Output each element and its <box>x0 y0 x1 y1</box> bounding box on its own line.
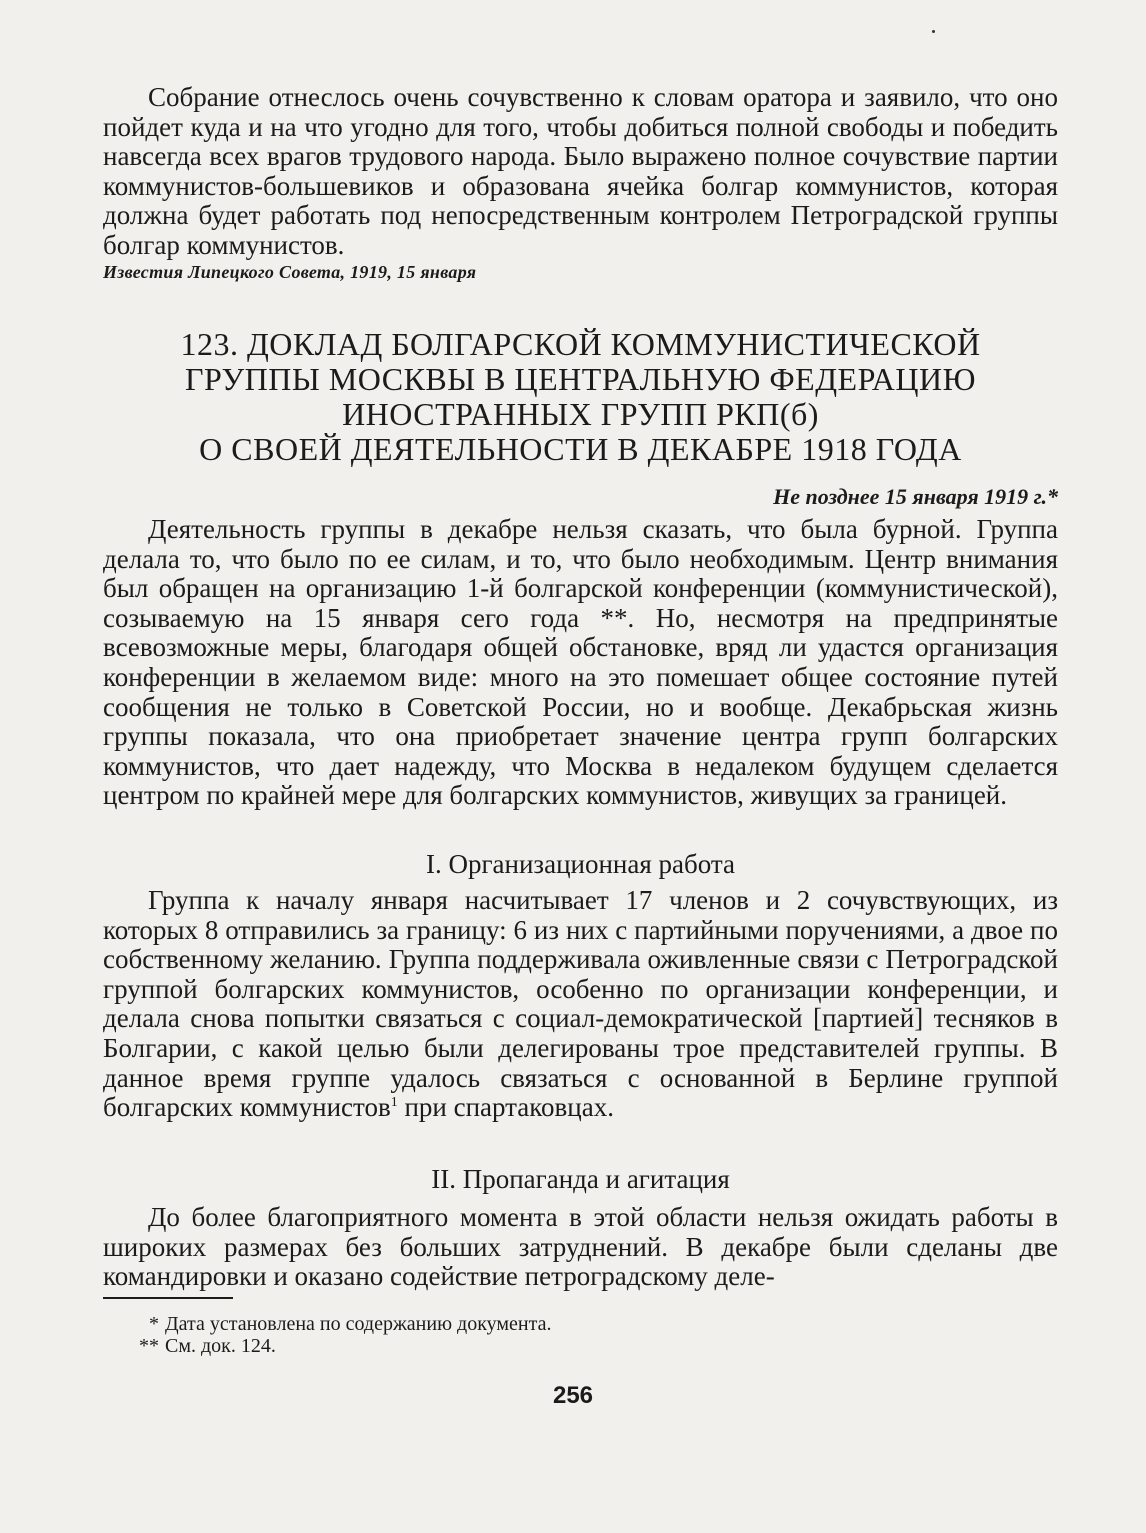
document-title-line: ИНОСТРАННЫХ ГРУПП РКП(б) <box>342 396 819 432</box>
organizational-paragraph <box>103 886 1058 1123</box>
document-title <box>103 327 1058 467</box>
intro-paragraph-block <box>103 83 1058 261</box>
propaganda-paragraph: До более благоприятного момента в этой области нельзя ожидать работы в широких размерах без больших затруднений. В декабре были сделаны две командировки и оказано содействие петроградскому деле- <box>103 1202 1058 1292</box>
section-heading-organizational: I. Организационная работа <box>425 849 736 879</box>
page-number: 256 <box>552 1382 594 1409</box>
organizational-text-end: при спартаковцах. <box>397 1092 614 1123</box>
organizational-paragraph-block <box>103 886 1058 1123</box>
opening-paragraph-block <box>103 515 1058 811</box>
footnote <box>149 1313 552 1335</box>
footnote-mark: ** <box>139 1335 159 1357</box>
footnote-mark: * <box>149 1313 159 1335</box>
organizational-text: Группа к началу января насчитывает 17 членов и 2 сочувствующих, из которых 8 отправились за границу: 6 из них с партийными поручениями, а двое по собственному желанию. Группа поддерживала оживленные связи с Петроградской группой болгарских коммунистов, особенно по организации конференции, и делала снова попытки связаться с социал-демократической [партией] тесняков в Болгарии, с какой целью были делегированы трое представителей группы. В данное время группе удалось связаться с основанной в Берлине группой болгарских коммунистов <box>103 885 1058 1123</box>
document-title-line: 123. ДОКЛАД БОЛГАРСКОЙ КОММУНИСТИЧЕСКОЙ <box>180 326 981 362</box>
intro-paragraph: Собрание отнеслось очень сочувственно к словам оратора и заявило, что оно пойдет куда и на что угодно для того, чтобы добиться полной свободы и победить навсегда всех врагов трудового народа. Было выражено полное сочувствие партии коммунистов-большевиков и образована ячейка болгар коммунистов, которая должна будет работать под непосредственным контролем Петроградской группы болгар коммунистов. <box>103 82 1058 260</box>
footnote-text: Дата установлена по содержанию документа. <box>165 1313 552 1335</box>
footnote-divider <box>103 1297 233 1299</box>
document-title-line: О СВОЕЙ ДЕЯТЕЛЬНОСТИ В ДЕКАБРЕ 1918 ГОДА <box>199 431 962 467</box>
document-date: Не позднее 15 января 1919 г.* <box>773 484 1058 509</box>
propaganda-paragraph-block <box>103 1203 1058 1292</box>
source-citation: Известия Липецкого Совета, 1919, 15 января <box>103 262 477 282</box>
footnotes <box>139 1313 552 1357</box>
section-heading-propaganda: II. Пропаганда и агитация <box>431 1164 730 1194</box>
print-speck <box>932 30 935 33</box>
footnote <box>139 1335 551 1357</box>
footnote-text: См. док. 124. <box>165 1335 276 1357</box>
document-title-line: ГРУППЫ МОСКВЫ В ЦЕНТРАЛЬНУЮ ФЕДЕРАЦИЮ <box>185 361 976 397</box>
footnote-reference: 1 <box>390 1095 398 1111</box>
opening-paragraph: Деятельность группы в декабре нельзя сказать, что была бурной. Группа делала то, что было по ее силам, и то, что было необходимым. Центр внимания был обращен на организацию 1-й болгарской конференции (коммунистической), созываемую на 15 января сего года **. Но, несмотря на предпринятые всевозможные меры, благодаря общей обстановке, вряд ли удастся организация конференции в желаемом виде: много на это помешает общее состояние путей сообщения не только в Советской России, но и вообще. Декабрьская жизнь группы показала, что она приобретает значение центра групп болгарских коммунистов, что дает надежду, что Москва в недалеком будущем сделается центром по крайней мере для болгарских коммунистов, живущих за границей. <box>103 514 1058 811</box>
